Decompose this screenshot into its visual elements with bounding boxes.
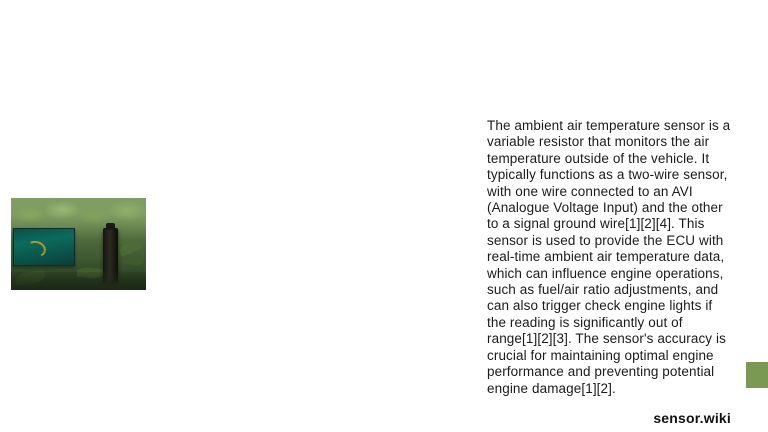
photo-ground — [11, 272, 146, 290]
brand-wordmark: sensor.wiki — [653, 410, 731, 426]
accent-block — [746, 362, 768, 388]
ambient-sensor-photo — [11, 198, 146, 290]
display-screen-object — [13, 228, 75, 266]
article-body-text: The ambient air temperature sensor is a variable resistor that monitors the air temperature outside of the vehicle. It typically functions as a two-wire sensor, with one wire connected to an AVI (Analogue Voltage Input) and the other to a signal ground wire[1][2][4]. This sensor is used to provide the ECU with real-time ambient air temperature data, which can influence engine operations, such as fuel/air ratio adjustments, and can also trigger check engine lights if the reading is significantly out of range[1][2][3]. The sensor's accuracy is crucial for maintaining optimal engine performance and preventing potential engine damage[1][2]. — [487, 118, 731, 396]
